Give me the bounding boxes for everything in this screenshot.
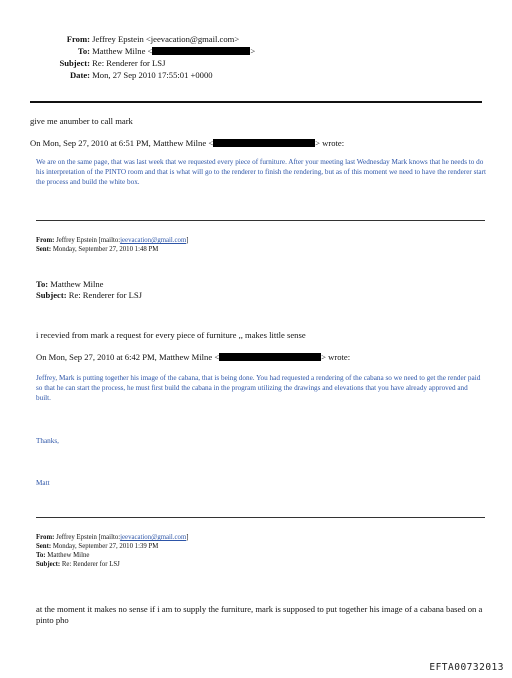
- block3-to-label: To:: [36, 552, 46, 559]
- header-from-value: Jeffrey Epstein <jeevacation@gmail.com>: [92, 34, 240, 44]
- block2-from-close: ]: [186, 237, 189, 244]
- block2-signature: Matt: [36, 479, 50, 487]
- block3-email-link[interactable]: jeevacation@gmail.com: [120, 534, 187, 541]
- separator-1: [36, 220, 485, 221]
- block3-from-row: [36, 533, 476, 542]
- redaction-bar: [219, 353, 321, 361]
- header-divider: [30, 101, 482, 103]
- block2-header: [36, 236, 476, 254]
- block2-to-row: [36, 279, 476, 290]
- block2-to-subject: [36, 279, 476, 301]
- block3-sent-row: [36, 542, 476, 551]
- block2-to-label: To:: [36, 279, 49, 289]
- message1-body: give me anumber to call mark: [30, 116, 133, 126]
- header-from-label: From:: [66, 34, 90, 44]
- block2-body: i recevied from mark a request for every piece of furniture ,, makes little sense: [36, 330, 306, 340]
- block3-body: at the moment it makes no sense if i am to supply the furniture, mark is supposed to put together his image of a cabana based on a pinto pho: [36, 604, 483, 625]
- block3-sent-value: Monday, September 27, 2010 1:39 PM: [52, 543, 159, 550]
- header-from-row: [30, 33, 470, 45]
- block3-subject-label: Subject:: [36, 561, 61, 568]
- header-date-label: Date:: [69, 70, 90, 80]
- header-date-row: [30, 69, 470, 81]
- block2-quote-prefix: On Mon, Sep 27, 2010 at 6:42 PM, Matthew Milne <: [36, 352, 220, 362]
- block3-to-value: Matthew Milne: [47, 552, 90, 559]
- block2-subject-label: Subject:: [36, 290, 67, 300]
- email-header: [30, 33, 470, 81]
- block2-quote-line: [36, 352, 350, 363]
- redaction-bar: [213, 139, 315, 147]
- header-subject-label: Subject:: [59, 58, 90, 68]
- redaction-bar: [152, 47, 250, 55]
- block3-subject-value: Re: Renderer for LSJ: [61, 561, 120, 568]
- header-to-prefix: Matthew Milne <: [92, 46, 153, 56]
- block2-sent-row: [36, 245, 476, 254]
- block2-subject-value: Re: Renderer for LSJ: [68, 290, 142, 300]
- block2-quoted-body: Jeffrey, Mark is putting together his image of the cabana, that is being done. You had requested a rendering of the cabana so we need to get the render paid so that he can start the process, he must first build the cabana in the program utilizing the drawings and elevations that you have already approved and built.: [36, 374, 481, 402]
- header-subject-value: Re: Renderer for LSJ: [92, 58, 166, 68]
- document-id: EFTA00732013: [429, 662, 504, 673]
- header-date-value: Mon, 27 Sep 2010 17:55:01 +0000: [92, 70, 213, 80]
- block3-from-label: From:: [36, 534, 55, 541]
- block2-from-row: [36, 236, 476, 245]
- block3-to-row: [36, 551, 476, 560]
- block2-subject-row: [36, 290, 476, 301]
- block2-sent-label: Sent:: [36, 246, 52, 253]
- block3-header: [36, 533, 476, 569]
- header-subject-row: [30, 57, 470, 69]
- block2-email-link[interactable]: jeevacation@gmail.com: [120, 237, 187, 244]
- block3-subject-row: [36, 560, 476, 569]
- header-to-label: To:: [77, 46, 90, 56]
- block2-quote-suffix: > wrote:: [321, 352, 351, 362]
- block2-to-value: Matthew Milne: [50, 279, 104, 289]
- block3-sent-label: Sent:: [36, 543, 52, 550]
- block2-from-name: Jeffrey Epstein [mailto:: [56, 237, 121, 244]
- message1-quote-prefix: On Mon, Sep 27, 2010 at 6:51 PM, Matthew Milne <: [30, 138, 214, 148]
- message1-quoted-body: We are on the same page, that was last week that we requested every piece of furniture. After your meeting last Wednesday Mark knows that he needs to do his interpretation of the PINTO room and that is what will go to the renderer to finish the rendering, but as of this moment we need to have the renderer start the process and build the white box.: [36, 158, 486, 186]
- header-to-suffix: >: [250, 46, 256, 56]
- block3-from-close: ]: [186, 534, 189, 541]
- block2-sent-value: Monday, September 27, 2010 1:48 PM: [52, 246, 159, 253]
- block2-from-label: From:: [36, 237, 55, 244]
- block3-from-name: Jeffrey Epstein [mailto:: [56, 534, 121, 541]
- separator-2: [36, 517, 485, 518]
- block2-thanks: Thanks,: [36, 437, 59, 445]
- header-to-row: [30, 45, 470, 57]
- message1-quote-suffix: > wrote:: [315, 138, 345, 148]
- message1-quote-line: [30, 138, 344, 149]
